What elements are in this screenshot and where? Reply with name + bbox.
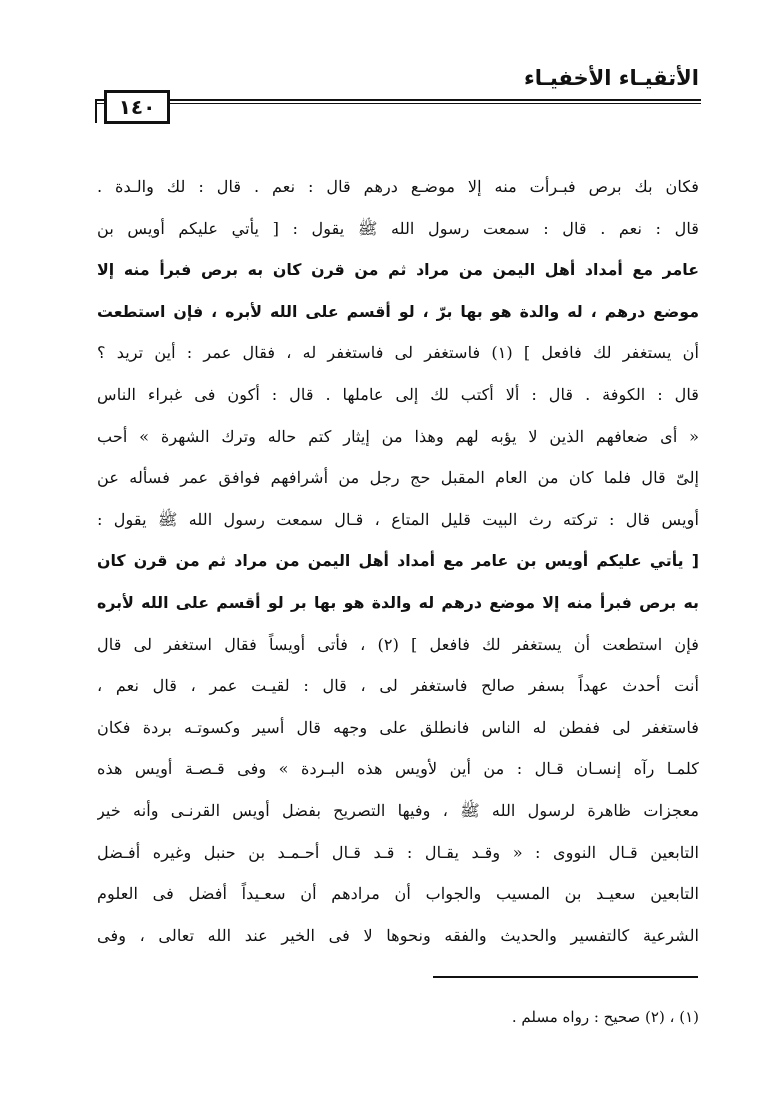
- header-rule: [95, 99, 701, 104]
- text-line-hadith: به برص فبرأ منه إلا موضع درهم له والدة هو بها بر لو أقسم على الله لأبره: [97, 592, 699, 612]
- page-number: ١٤٠: [118, 95, 156, 119]
- text-line: أويس قال : تركته رث البيت قليل المتاع ، قـال سمعت رسول الله ﷺ يقول :: [97, 509, 699, 529]
- text-line: معجزات ظاهرة لرسول الله ﷺ ، وفيها التصريح بفضل أويس القرنـى وأنه خير: [97, 800, 699, 820]
- text-line: الشرعية كالتفسير والحديث والفقه ونحوها لا فى الخير عند الله تعالى ، وفى: [97, 925, 699, 945]
- text-line-hadith: موضع درهم ، له والدة هو بها برّ ، لو أقسم على الله لأبره ، فإن استطعت: [97, 301, 699, 321]
- text-line: أن يستغفر لك فافعل ] (١) فاستغفر لى فاستغفر له ، فقال عمر : أين تريد ؟: [97, 343, 699, 363]
- body-text: [97, 166, 699, 956]
- text-line: كلمـا رآه إنسـان قـال : من أين لأويس هذه البـردة » وفى قـصـة أويس هذه: [97, 759, 699, 779]
- text-line-hadith: [ يأتي عليكم أويس بن عامر مع أمداد أهل اليمن من مراد ثم من قرن كان: [97, 551, 699, 571]
- page-number-box: [104, 90, 170, 124]
- footnote-separator: [433, 976, 698, 978]
- footnote: (١) ، (٢) صحيح : رواه مسلم .: [511, 1008, 699, 1026]
- header-rule-stub: [95, 100, 97, 123]
- text-line: أنت أحدث عهداً بسفر صالح فاستغفر لى ، قال : لقيـت عمر ، قال نعم ،: [97, 676, 699, 696]
- text-line: التابعين سعيـد بن المسيب والجواب أن مرادهم أن سعـيداً أفضل فى العلوم: [97, 884, 699, 904]
- running-header-title: الأتقيـاء الأخفيـاء: [524, 66, 699, 90]
- text-line: قال : نعم . قال : سمعت رسول الله ﷺ يقول : [ يأتي عليكم أويس بن: [97, 218, 699, 238]
- text-line: « أى ضعافهم الذين لا يؤبه لهم وهذا من إيثار كتم حاله وترك الشهرة » أحب: [97, 426, 699, 446]
- text-line: قال : الكوفة . قال : ألا أكتب لك إلى عاملها . قال : أكون فى غبراء الناس: [97, 384, 699, 404]
- text-line: التابعين قـال النووى : « وقـد يقـال : قـد قـال أحـمـد بن حنبل وغيره أفـضل: [97, 842, 699, 862]
- text-line-hadith: عامر مع أمداد أهل اليمن من مراد ثم من قرن كان به برص فبرأ منه إلا: [97, 260, 699, 280]
- text-line: فكان بك برص فبـرأت منه إلا موضـع درهم قال : نعم . قال : لك والـدة .: [97, 177, 699, 196]
- text-line: إلىّ قال فلما كان من العام المقبل حج رجل من أشرافهم فوافق عمر فسأله عن: [97, 468, 699, 488]
- text-line: فإن استطعت أن يستغفر لك فافعل ] (٢) ، فأتى أويساً فقال استغفر لى قال: [97, 634, 699, 654]
- text-line: فاستغفر لى ففطن له الناس فانطلق على وجهه قال أسير وكسوتـه بردة فكان: [97, 717, 699, 737]
